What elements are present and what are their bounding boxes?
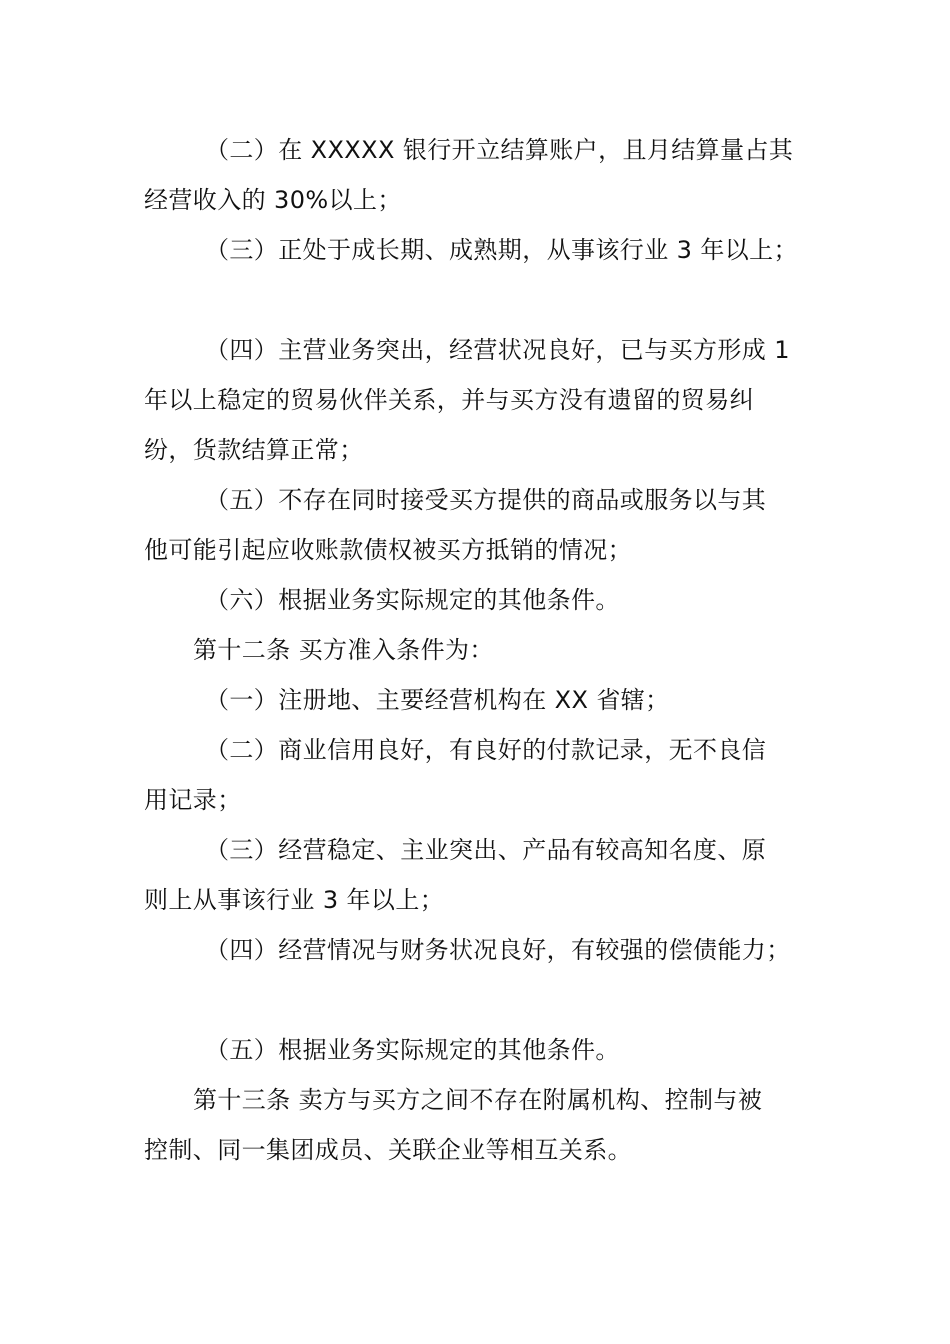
seller-clause-6-line-1: （六）根据业务实际规定的其他条件。 [205, 586, 620, 614]
buyer-clause-3-line-2: 则上从事该行业 3 年以上； [144, 886, 445, 914]
buyer-clause-5-line-1: （五）根据业务实际规定的其他条件。 [205, 1036, 620, 1064]
seller-clause-4-line-1: （四）主营业务突出，经营状况良好，已与买方形成 1 [205, 336, 790, 364]
buyer-clause-2-line-1: （二）商业信用良好，有良好的付款记录，无不良信 [205, 736, 767, 764]
seller-clause-5-line-2: 他可能引起应收账款债权被买方抵销的情况； [144, 536, 632, 564]
seller-clause-5-line-1: （五）不存在同时接受买方提供的商品或服务以与其 [205, 486, 767, 514]
buyer-clause-2-line-2: 用记录； [144, 786, 242, 814]
buyer-clause-1-line-1: （一）注册地、主要经营机构在 XX 省辖； [205, 686, 670, 714]
article-13-line-1: 第十三条 卖方与买方之间不存在附属机构、控制与被 [193, 1086, 763, 1114]
seller-clause-2-line-2: 经营收入的 30%以上； [144, 186, 402, 214]
buyer-clause-3-line-1: （三）经营稳定、主业突出、产品有较高知名度、原 [205, 836, 767, 864]
seller-clause-3-line-1: （三）正处于成长期、成熟期，从事该行业 3 年以上； [205, 236, 798, 264]
article-12-heading: 第十二条 买方准入条件为： [193, 636, 494, 664]
seller-clause-4-line-3: 纷，货款结算正常； [144, 436, 364, 464]
buyer-clause-4-line-1: （四）经营情况与财务状况良好，有较强的偿债能力； [205, 936, 791, 964]
seller-clause-2-line-1: （二）在 XXXXX 银行开立结算账户，且月结算量占其 [205, 136, 794, 164]
seller-clause-4-line-2: 年以上稳定的贸易伙伴关系，并与买方没有遗留的贸易纠 [144, 386, 754, 414]
article-13-line-2: 控制、同一集团成员、关联企业等相互关系。 [144, 1136, 632, 1164]
